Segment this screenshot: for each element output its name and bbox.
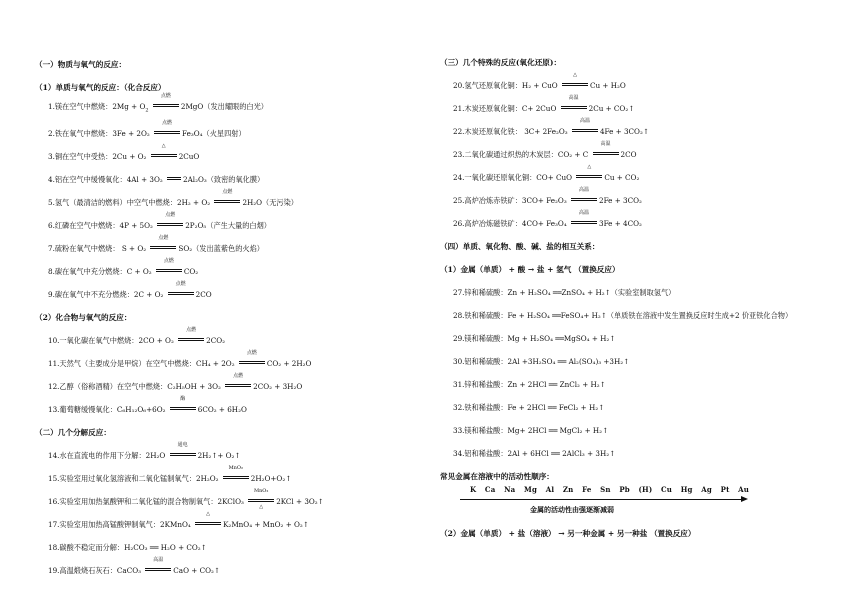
reaction-condition: MnO₂ xyxy=(223,472,249,481)
section-heading: （四）单质、氧化物、酸、碱、盐的相互关系： xyxy=(440,242,600,251)
reaction-5: 5.氢气（最清洁的燃料）中空气中燃烧：2H₂ + O₂ 点燃 2H₂O（无污染） xyxy=(48,189,298,207)
reaction-condition: 通电 xyxy=(170,449,196,458)
reaction-7: 7.硫粉在氧气中燃烧： S + O₂ 点燃 SO₂（发出蓝紫色的火焰） xyxy=(48,235,264,253)
reaction-condition: 高温 xyxy=(593,148,619,157)
reaction-condition: 点燃 xyxy=(239,357,265,366)
reaction-24: 24.一氧化碳还原氧化铜：CO+ CuO △ Cu + CO₂ xyxy=(453,164,640,182)
reaction-condition: 点燃 xyxy=(156,265,182,274)
reaction-condition: 点燃 xyxy=(178,334,204,343)
reaction-33: 33.镁和稀盐酸：Mg+ 2HCl ══ MgCl₂ + H₂↑ xyxy=(453,426,609,435)
arrow-right-icon xyxy=(741,496,748,502)
right-column xyxy=(440,50,840,542)
reaction-26: 26.高炉冶炼磁铁矿：4CO+ Fe₃O₄ 高温 3Fe + 4CO₂ xyxy=(453,210,642,228)
reaction-10: 10.一氧化碳在氧气中燃烧：2CO + O₂ 点燃 2CO₂ xyxy=(48,327,225,345)
reaction-condition: △ xyxy=(151,150,177,159)
reaction-32: 32.铁和稀盐酸：Fe + 2HCl ══ FeCl₂ + H₂↑ xyxy=(453,403,605,412)
reaction-condition: △ xyxy=(576,171,602,180)
reaction-condition: 点燃 xyxy=(168,288,194,297)
reaction-29: 29.镁和稀硫酸：Mg + H₂SO₄ ══MgSO₄ + H₂↑ xyxy=(453,334,616,343)
reaction-condition: 点燃 xyxy=(153,100,179,109)
subsection-heading: （2）化合物与氧气的反应： xyxy=(35,313,132,322)
reaction-condition: 点燃 xyxy=(157,219,183,228)
reaction-31: 31.锌和稀盐酸：Zn + 2HCl ══ ZnCl₂ + H₂↑ xyxy=(453,380,606,389)
reaction-condition: MnO₂ △ xyxy=(248,495,274,504)
subsection-heading: （1）单质与氧气的反应：（化合反应） xyxy=(35,83,166,92)
activity-series xyxy=(440,485,840,519)
reaction-15: 15.实验室用过氧化氢溶液和二氧化锰制氧气：2H₂O₂ MnO₂ 2H₂O+O₂↑ xyxy=(48,465,292,483)
reaction-condition: 酶 xyxy=(170,403,196,412)
reaction-condition: 点燃 xyxy=(225,380,251,389)
reaction-condition: △ xyxy=(562,79,588,88)
reaction-6: 6.红磷在空气中燃烧：4P + 5O₂ 点燃 2P₂O₅（产生大量的白烟） xyxy=(48,212,271,230)
reaction-16: 16.实验室用加热氯酸钾和二氧化锰的混合物制氧气：2KClO₃ MnO₂ △ 2KCl + 3O₂↑ xyxy=(48,488,324,510)
reaction-condition: 高温 xyxy=(561,102,587,111)
reaction-21: 21.木炭还原氧化铜：C+ 2CuO 高温 2Cu + CO₂↑ xyxy=(453,95,635,113)
reaction-condition: 点燃 xyxy=(154,127,180,136)
reaction-condition: 高温 xyxy=(571,217,597,226)
reaction-34: 34.铝和稀盐酸：2Al + 6HCl ══ 2AlCl₃ + 3H₂↑ xyxy=(453,449,616,458)
reaction-20: 20.氢气还原氧化铜：H₂ + CuO △ Cu + H₂O xyxy=(453,72,626,90)
section-heading: （三）几个特殊的反应(氧化还原)： xyxy=(440,58,562,67)
reaction-condition: 高温 xyxy=(572,125,598,134)
section-heading: （二）几个分解反应： xyxy=(35,428,111,437)
activity-series-caption: 金属的活动性由强逐渐减弱 xyxy=(530,505,614,514)
reaction-19: 19.高温煅烧石灰石：CaCO₃ 高温 CaO + CO₂↑ xyxy=(48,557,220,575)
reaction-27: 27.锌和稀硫酸：Zn + H₂SO₄ ══ZnSO₄ + H₂↑（实验室制取氢气） xyxy=(453,288,676,297)
reaction-17: 17.实验室用加热高锰酸钾制氧气：2KMnO₄ △ K₂MnO₄ + MnO₂ + O₂↑ xyxy=(48,511,309,529)
reaction-11: 11.天然气（主要成分是甲烷）在空气中燃烧：CH₄ + 2O₂ 点燃 CO₂ + 2H₂O xyxy=(48,350,312,368)
reaction-4: 4.铝在空气中缓慢氧化：4Al + 3O₂ 2Al₂O₃（致密的氧化膜） xyxy=(48,175,265,184)
reaction-2: 2.铁在氧气中燃烧：3Fe + 2O₂ 点燃 Fe₃O₄（火星四射） xyxy=(48,120,246,138)
reaction-condition: 高温 xyxy=(571,194,597,203)
reaction-condition: 点燃 xyxy=(150,242,176,251)
subsection-heading: （1）金属（单质） + 酸 → 盐 + 氢气 （置换反应） xyxy=(440,265,620,274)
reaction-9: 9.碳在氧气中不充分燃烧：2C + O₂ 点燃 2CO xyxy=(48,281,212,299)
reaction-22: 22.木炭还原氧化铁： 3C+ 2Fe₂O₃ 高温 4Fe + 3CO₂↑ xyxy=(453,118,649,136)
activity-arrow-line xyxy=(460,499,745,500)
section-heading: （一）物质与氧气的反应： xyxy=(35,60,127,69)
activity-series-heading: 常见金属在溶液中的活动性顺序： xyxy=(440,472,554,481)
subsection-heading: （2）金属（单质） + 盐（溶液） → 另一种金属 + 另一种盐 （置换反应） xyxy=(440,529,696,538)
reaction-condition: 高温 xyxy=(145,564,171,573)
reaction-13: 13.葡萄糖缓慢氧化：C₆H₁₂O₆+6O₂ 酶 6CO₂ + 6H₂O xyxy=(48,396,247,414)
reaction-23: 23.二氧化碳通过炽热的木炭层：CO₂ + C 高温 2CO xyxy=(453,141,637,159)
left-column xyxy=(35,50,425,579)
reaction-condition: △ xyxy=(195,518,221,527)
reaction-30: 30.铝和稀硫酸：2Al +3H₂SO₄ ══ Al₂(SO₄)₃ +3H₂↑ xyxy=(453,357,630,366)
reaction-14: 14.水在直流电的作用下分解：2H₂O 通电 2H₂↑+ O₂↑ xyxy=(48,442,241,460)
reaction-condition: 点燃 xyxy=(214,196,240,205)
reaction-18: 18.碳酸不稳定而分解：H₂CO₃ ══ H₂O + CO₂↑ xyxy=(48,543,207,552)
reaction-3: 3.铜在空气中受热：2Cu + O₂ △ 2CuO xyxy=(48,143,200,161)
activity-series-elements: K Ca Na Mg Al Zn Fe Sn Pb (H) Cu Hg Ag Pt Au xyxy=(470,485,750,494)
reaction-25: 25.高炉冶炼赤铁矿：3CO+ Fe₂O₃ 高温 2Fe + 3CO₂ xyxy=(453,187,642,205)
reaction-1: 1.镁在空气中燃烧：$2Mg + O_2$ 点燃 2MgO（发出耀眼的白光） xyxy=(48,92,268,113)
reaction-28: 28.铁和稀硫酸：Fe + H₂SO₄ ══FeSO₄+ H₂↑（单质铁在溶液中发生置换反应时生成+2 价亚铁化合物） xyxy=(453,311,793,320)
reaction-8: 8.碳在氧气中充分燃烧：C + O₂ 点燃 CO₂ xyxy=(48,258,199,276)
reaction-condition xyxy=(167,173,181,182)
reaction-12: 12.乙醇（俗称酒精）在空气中燃烧：C₂H₅OH + 3O₂ 点燃 2CO₂ + 3H₂O xyxy=(48,373,303,391)
